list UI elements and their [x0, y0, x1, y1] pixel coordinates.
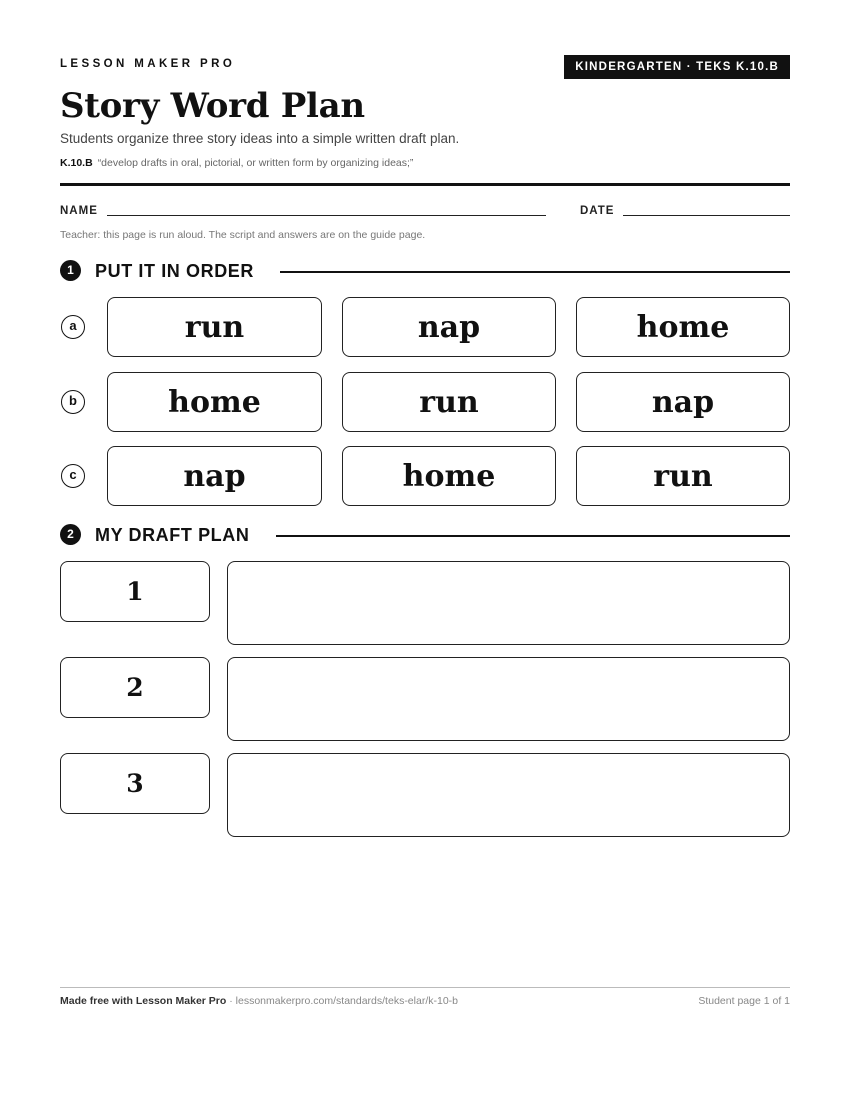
footer-divider	[60, 987, 790, 988]
row-letter-b: b	[61, 390, 85, 414]
word-card[interactable]: nap	[107, 446, 322, 506]
word-card[interactable]: home	[107, 372, 322, 432]
draft-writing-box[interactable]	[227, 753, 790, 837]
section-rule	[276, 535, 790, 537]
word-card[interactable]: nap	[576, 372, 790, 432]
page-title: Story Word Plan	[60, 86, 365, 126]
word-card[interactable]: nap	[342, 297, 556, 357]
name-date-row	[60, 205, 790, 221]
teacher-note: Teacher: this page is run aloud. The script and answers are on the guide page.	[60, 229, 426, 241]
name-field[interactable]	[107, 215, 546, 216]
row-letter-c: c	[61, 464, 85, 488]
date-label: DATE	[580, 205, 615, 217]
standard-line	[60, 157, 413, 169]
section-title: PUT IT IN ORDER	[95, 261, 255, 281]
header-divider	[60, 183, 790, 186]
page-subtitle: Students organize three story ideas into a simple written draft plan.	[60, 131, 460, 146]
standard-text: “develop drafts in oral, pictorial, or written form by organizing ideas;”	[97, 157, 414, 169]
footer-page-number: Student page 1 of 1	[698, 995, 790, 1007]
step-number-card: 2	[60, 657, 210, 718]
word-card[interactable]: run	[342, 372, 556, 432]
draft-writing-box[interactable]	[227, 657, 790, 741]
draft-writing-box[interactable]	[227, 561, 790, 645]
word-card[interactable]: run	[576, 446, 790, 506]
footer-credit	[60, 995, 458, 1007]
section-rule	[280, 271, 790, 273]
date-field[interactable]	[623, 215, 790, 216]
word-card[interactable]: home	[342, 446, 556, 506]
name-label: NAME	[60, 205, 98, 217]
section-put-in-order-header	[60, 259, 790, 283]
step-number-card: 1	[60, 561, 210, 622]
word-card[interactable]: home	[576, 297, 790, 357]
footer-url-link[interactable]: lessonmakerpro.com/standards/teks-elar/k-10-b	[235, 995, 458, 1007]
standard-code: K.10.B	[60, 157, 93, 169]
word-card[interactable]: run	[107, 297, 322, 357]
brand-name: LESSON MAKER PRO	[60, 58, 236, 70]
footer-separator: ·	[226, 995, 236, 1007]
grade-badge: KINDERGARTEN · TEKS K.10.B	[564, 55, 790, 79]
section-number-badge: 2	[60, 524, 81, 545]
section-draft-plan-header	[60, 523, 790, 547]
step-number-card: 3	[60, 753, 210, 814]
section-title: MY DRAFT PLAN	[95, 525, 250, 545]
row-letter-a: a	[61, 315, 85, 339]
section-number-badge: 1	[60, 260, 81, 281]
footer-made-with: Made free with Lesson Maker Pro	[60, 995, 227, 1007]
